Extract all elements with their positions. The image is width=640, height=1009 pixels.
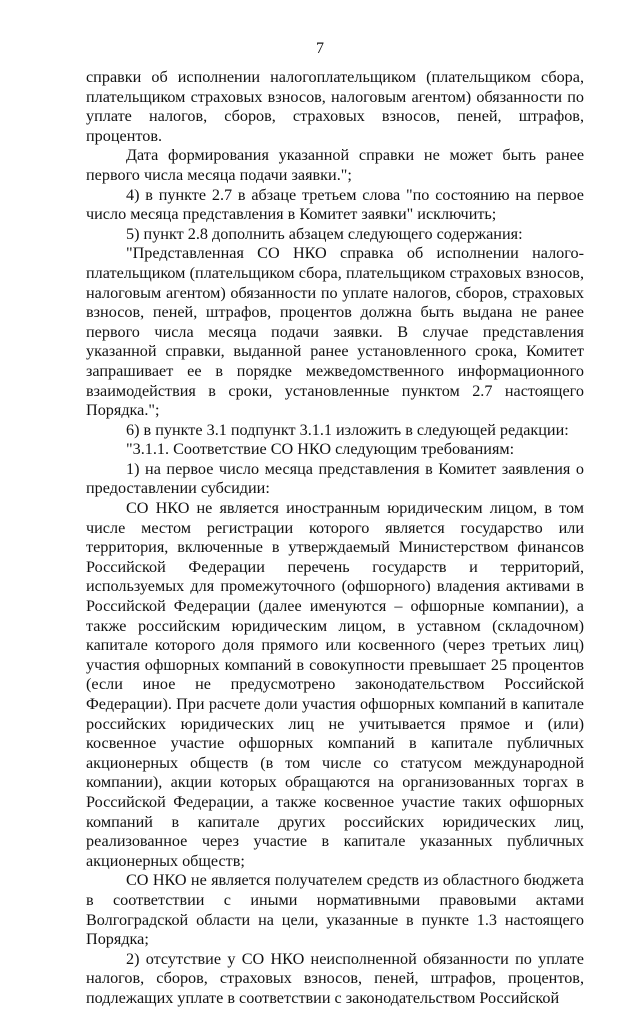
paragraph-requirement-1: 1) на первое число месяца представления в Комитет заявления о предоставлении субсидии: (86, 459, 584, 498)
paragraph-continuation: справки об исполнении налогоплательщиком (плательщиком сбора, плательщиком страховых взносов, налоговым агентом) обязанности по уплате налогов, сборов, страховых взносов, пеней, штрафов, процентов. (86, 68, 584, 145)
paragraph-offshore: СО НКО не является иностранным юридическим лицом, в том числе местом регистрации которого является государство или территория, включенные в утверждаемый Министерством финансов Российской Федерации перечень государств и территорий, используемых для промежуточного (офшорного) владения активами в Российской Федерации (далее именуются – офшорные компании), а также российским юридическим лицом, в уставном (складочном) капитале которого доля прямого или косвенного (через третьих лиц) участия офшорных компаний в совокупности превышает 25 процентов (если иное не предусмотрено законодательством Российской Федерации). При расчете доли участия офшорных компаний в капитале российских юридических лиц не учитывается прямое и (или) косвенное участие офшорных компаний в капитале публичных акционерных обществ (в том числе со статусом международной компании), акции которых обращаются на организованных торгах в Российской Федерации, а также косвенное участие таких офшорных компаний в капитале других российских юридических лиц, реализованное через участие в капитале указанных публичных акционерных обществ; (86, 499, 584, 870)
document-body (86, 68, 584, 1009)
paragraph-quoted-text: "Представленная СО НКО справка об исполнении налогоплательщиком (плательщиком сбора, плательщиком страховых взносов, налоговым агентом) обязанности по уплате налогов, сборов, страховых взносов, пеней, штрафов, процентов должна быть выдана не ранее первого числа месяца подачи заявки. В случае представления указанной справки, выданной ранее установленного срока, Комитет запрашивает ее в порядке межведомственного информационного взаимодействия в сроки, установленные пунктом 2.7 настоящего Порядка."; (86, 244, 584, 420)
paragraph: Дата формирования указанной справки не может быть ранее первого числа месяца подачи заявки."; (86, 146, 584, 184)
paragraph-subclause-3-1-1: "3.1.1. Соответствие СО НКО следующим требованиям: (126, 440, 515, 459)
paragraph-item-6: 6) в пункте 3.1 подпункт 3.1.1 изложить в следующей редакции: (126, 420, 569, 439)
paragraph-item-5: 5) пункт 2.8 дополнить абзацем следующего содержания: (126, 224, 523, 243)
paragraph-requirement-2: 2) отсутствие у СО НКО неисполненной обязанности по уплате налогов, сборов, страховых взносов, пеней, штрафов, процентов, подлежащих уплате в соответствии с законодательством Российской (86, 949, 584, 1007)
page-number: 7 (316, 40, 324, 57)
paragraph-item-4: 4) в пункте 2.7 в абзаце третьем слова "по состоянию на первое число месяца представления в Комитет заявки" исключить; (86, 185, 584, 224)
paragraph-budget: СО НКО не является получателем средств из областного бюджета в соответствии с иными нормативными правовыми актами Волгоградской области на цели, указанные в пункте 1.3 настоящего Порядка; (86, 871, 584, 949)
